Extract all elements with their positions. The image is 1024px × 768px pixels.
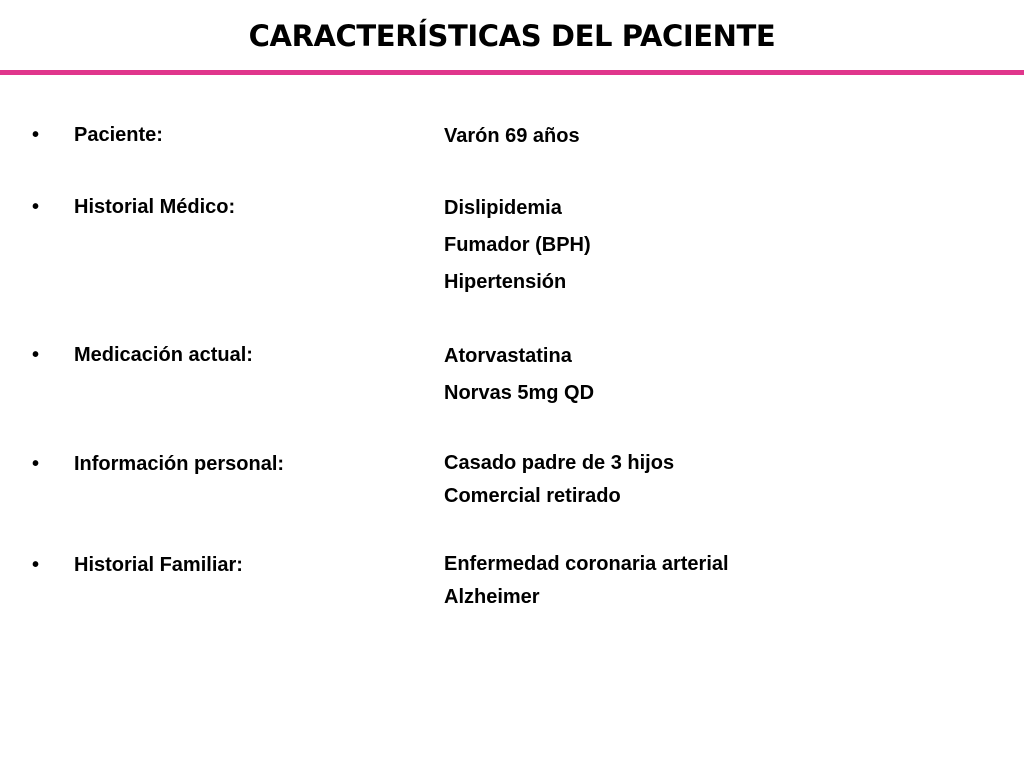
bullet-icon: •: [32, 124, 40, 146]
item-label: Historial Médico:: [74, 196, 236, 218]
item-values: [444, 447, 674, 513]
item-label: Paciente:: [74, 124, 163, 146]
item-value: Alzheimer: [444, 586, 540, 608]
item-label: Historial Familiar:: [74, 554, 243, 576]
item-values: [444, 118, 580, 155]
item-value: Norvas 5mg QD: [444, 382, 595, 404]
item-value: Casado padre de 3 hijos: [444, 452, 675, 474]
item-value: Enfermedad coronaria arterial: [444, 553, 729, 575]
item-value: Varón 69 años: [444, 125, 580, 147]
bullet-icon: •: [32, 196, 40, 218]
bullet-icon: •: [32, 554, 40, 576]
item-label: Medicación actual:: [74, 344, 253, 366]
item-value: Comercial retirado: [444, 485, 621, 507]
item-value: Fumador (BPH): [444, 234, 591, 256]
item-values: [444, 338, 594, 412]
item-value: Hipertensión: [444, 271, 567, 293]
item-values: [444, 190, 591, 301]
item-value: Atorvastatina: [444, 345, 572, 367]
slide-title: CARACTERÍSTICAS DEL PACIENTE: [248, 19, 776, 53]
item-value: Dislipidemia: [444, 197, 562, 219]
item-label: Información personal:: [74, 453, 285, 475]
item-values: [444, 548, 729, 614]
bullet-icon: •: [32, 453, 40, 475]
bullet-icon: •: [32, 344, 40, 366]
